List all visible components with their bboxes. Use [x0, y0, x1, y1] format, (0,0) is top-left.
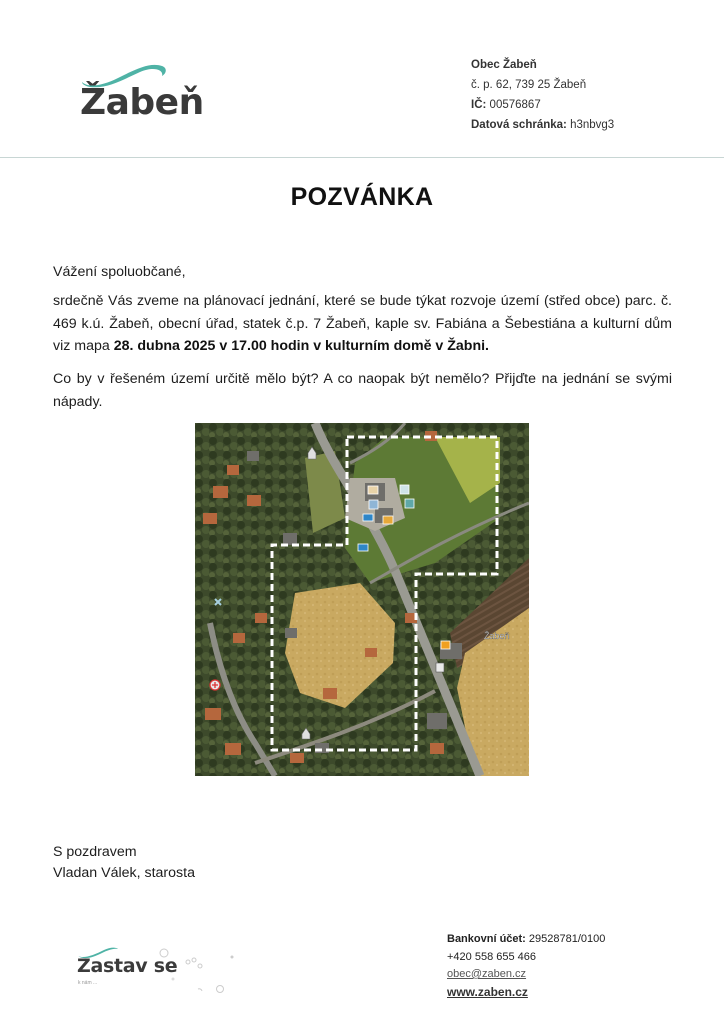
ic-value: 00576867 — [489, 99, 541, 111]
org-name: Obec Žabeň — [471, 59, 537, 71]
invitation-text: srdečně Vás zveme na plánovací jednání, které se bude týkat rozvoje území (střed obce) parc. č. 469 k.ú. Žabeň, obecní úřad, statek č.p. 7 Žabeň, kaple sv. Fabiána a Šebestiána a kulturní dům viz mapa — [53, 293, 672, 354]
aerial-map — [195, 423, 529, 776]
map-place-label: Žabeň — [484, 631, 510, 641]
bus-stop-icon — [363, 514, 373, 521]
bus-stop-icon — [358, 544, 368, 551]
closing-block — [53, 842, 195, 883]
library-icon — [368, 486, 378, 494]
town-hall-icon — [383, 516, 393, 524]
campaign-logo-sub: k nám ... — [78, 980, 98, 986]
page-title: POZVÁNKA — [290, 183, 434, 211]
header-divider — [0, 157, 724, 158]
meeting-datetime: 28. dubna 2025 v 17.00 hodin v kulturním domě v Žabni. — [113, 338, 490, 354]
campaign-logo — [70, 940, 240, 1000]
info-point-icon — [436, 663, 444, 672]
phone: +420 558 655 466 — [447, 950, 537, 963]
web-link[interactable]: www.zaben.cz — [447, 984, 528, 999]
contact-block — [471, 55, 614, 135]
playground-icon — [369, 500, 378, 509]
email-link[interactable]: obec@zaben.cz — [447, 968, 527, 980]
sports-icon — [400, 485, 409, 494]
databox-value: h3nbvg3 — [570, 119, 615, 131]
aerial-map-image — [195, 423, 529, 776]
org-address: č. p. 62, 739 25 Žabeň — [471, 79, 587, 91]
bank-value: 29528781/0100 — [528, 933, 606, 945]
bank-label: Bankovní účet: — [447, 933, 526, 945]
bank-account — [447, 931, 605, 949]
ic-label: IČ: — [471, 99, 487, 111]
info-icon — [405, 499, 414, 508]
closing-salutation: S pozdravem — [53, 844, 137, 860]
databox-label: Datová schránka: — [471, 119, 567, 131]
campaign-logo-text: Zastav se — [77, 955, 178, 977]
greeting: Vážení spoluobčané, — [53, 264, 186, 280]
medical-icon — [210, 680, 220, 690]
municipality-logo: Žabeň — [78, 60, 198, 128]
footer-contact — [447, 931, 605, 1002]
invitation-paragraph — [53, 290, 672, 358]
signature: Vladan Válek, starosta — [53, 864, 195, 881]
org-databox — [471, 115, 614, 135]
org-ic — [471, 95, 614, 115]
question-paragraph: Co by v řešeném území určitě mělo být? A co naopak být nemělo? Přijďte na jednání se svými nápady. — [53, 371, 672, 410]
shop-icon — [441, 641, 450, 649]
